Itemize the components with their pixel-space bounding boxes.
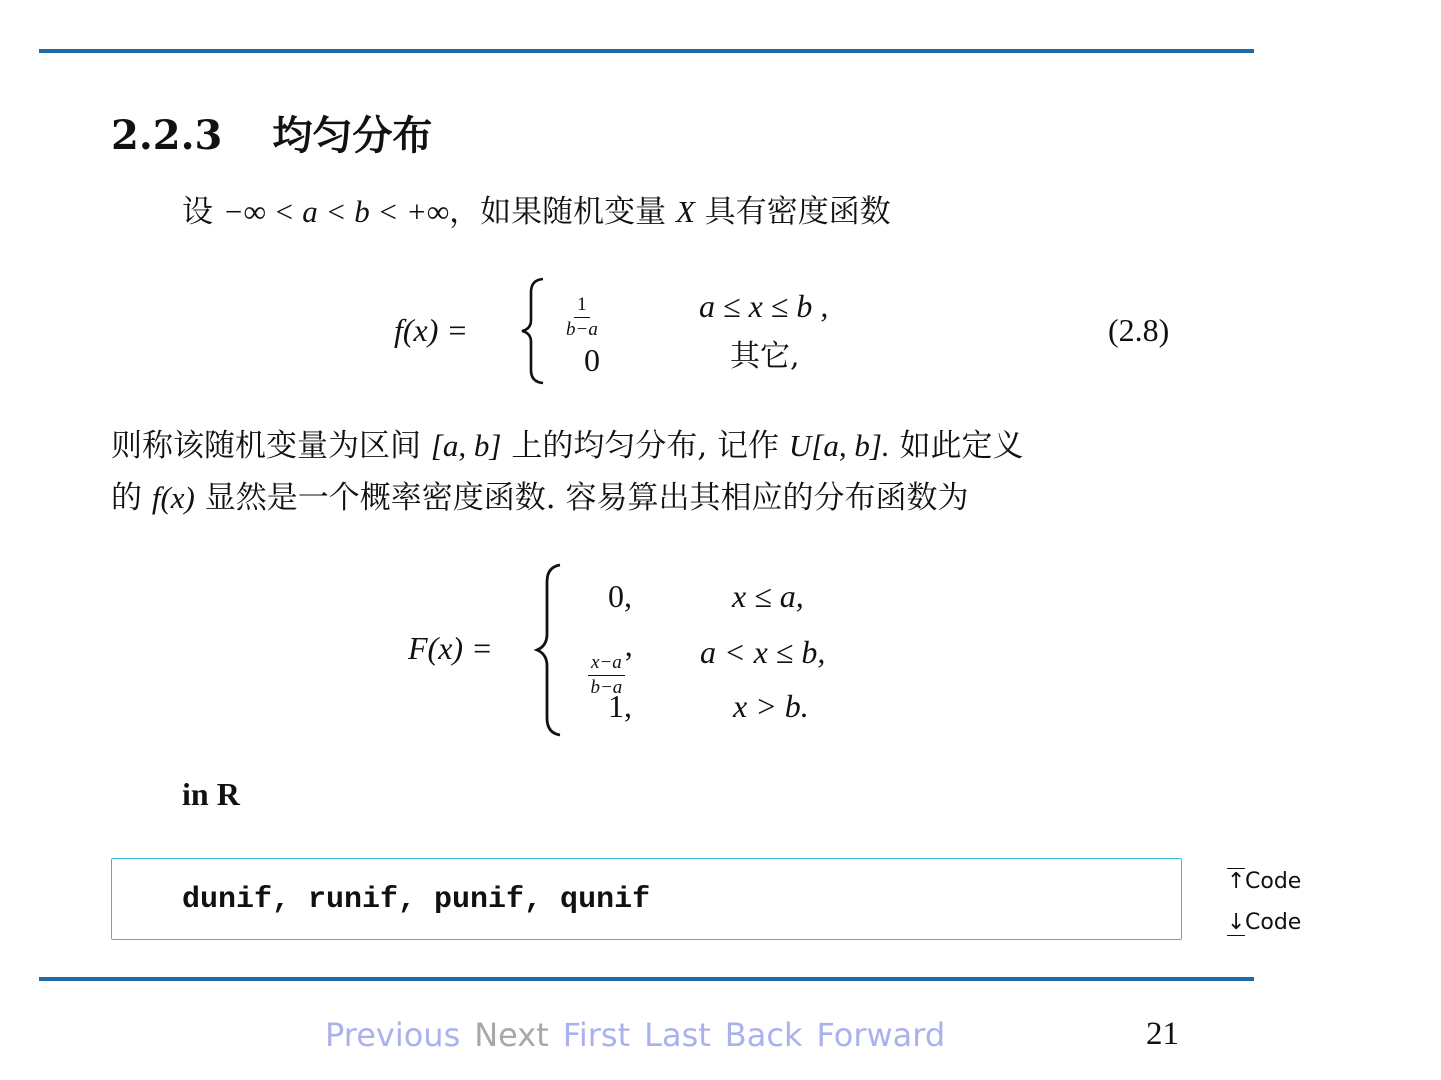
cdf-value-1: 0, <box>608 578 632 614</box>
section-heading <box>111 104 432 161</box>
comma: , <box>624 627 633 663</box>
cdf-condition-3: x > b. <box>733 688 809 724</box>
code-down-label: Code <box>1245 910 1302 935</box>
density-condition-1: a ≤ x ≤ b , <box>699 288 829 324</box>
cdf-value-3: 1, <box>608 688 632 724</box>
density-function-ref: f(x) <box>151 480 195 515</box>
left-brace-icon <box>534 562 564 738</box>
bottom-rule <box>39 977 1254 981</box>
density-condition-2: 其它, <box>730 339 800 374</box>
paragraph-line-2 <box>111 482 968 514</box>
nav-previous[interactable]: Previous <box>325 1016 461 1054</box>
left-brace-icon <box>519 276 547 386</box>
density-value-2: 0 <box>584 342 600 378</box>
fraction-numerator: x−a <box>588 653 625 676</box>
top-rule <box>39 49 1254 53</box>
intro-inequality: −∞ < a < b < +∞ <box>222 194 450 229</box>
para-text-2: 上的均匀分布, 记作 <box>501 428 789 464</box>
code-up-label: Code <box>1245 869 1302 894</box>
intro-paragraph <box>182 196 891 228</box>
random-variable: X <box>676 194 695 229</box>
nav-forward[interactable]: Forward <box>816 1016 946 1054</box>
code-up-link[interactable] <box>1227 868 1301 894</box>
intro-text-3: 具有密度函数 <box>694 194 891 230</box>
navigation-bar <box>325 1016 945 1054</box>
density-fraction <box>566 283 598 340</box>
para-text-4: 的 <box>111 480 152 516</box>
interval-math: [a, b] <box>430 428 502 463</box>
cdf-condition-1: x ≤ a, <box>732 578 804 614</box>
code-down-link[interactable] <box>1227 910 1301 936</box>
para-text-5: 显然是一个概率密度函数. 容易算出其相应的分布函数为 <box>194 480 969 516</box>
fraction-denominator: b−a <box>590 676 623 698</box>
nav-first[interactable]: First <box>562 1016 631 1054</box>
code-box <box>111 858 1182 940</box>
nav-last[interactable]: Last <box>644 1016 711 1054</box>
nav-next[interactable]: Next <box>474 1016 549 1054</box>
uniform-notation: U[a, b]. <box>788 428 890 463</box>
code-text: dunif, runif, punif, qunif <box>182 883 651 917</box>
paragraph-line-1 <box>111 430 1024 462</box>
down-arrow-icon: ↓ <box>1227 910 1246 935</box>
page-number: 21 <box>1146 1016 1179 1052</box>
cdf-lhs: F(x) = <box>408 630 493 666</box>
nav-back[interactable]: Back <box>724 1016 803 1054</box>
para-text: 则称该随机变量为区间 <box>111 428 431 464</box>
equation-number: (2.8) <box>1108 312 1170 348</box>
intro-text-2: ，如果随机变量 <box>449 194 677 230</box>
fraction-numerator: 1 <box>574 295 590 318</box>
intro-text: 设 <box>182 194 223 230</box>
density-lhs: f(x) = <box>394 312 468 348</box>
para-text-3: 如此定义 <box>889 428 1024 464</box>
fraction-denominator: b−a <box>566 318 598 340</box>
section-number: 2.2.3 <box>111 112 223 159</box>
cdf-condition-2: a < x ≤ b, <box>700 634 826 670</box>
in-r-heading: in R <box>182 776 240 812</box>
up-arrow-icon: ↑ <box>1227 869 1246 894</box>
section-title: 均匀分布 <box>272 112 433 159</box>
